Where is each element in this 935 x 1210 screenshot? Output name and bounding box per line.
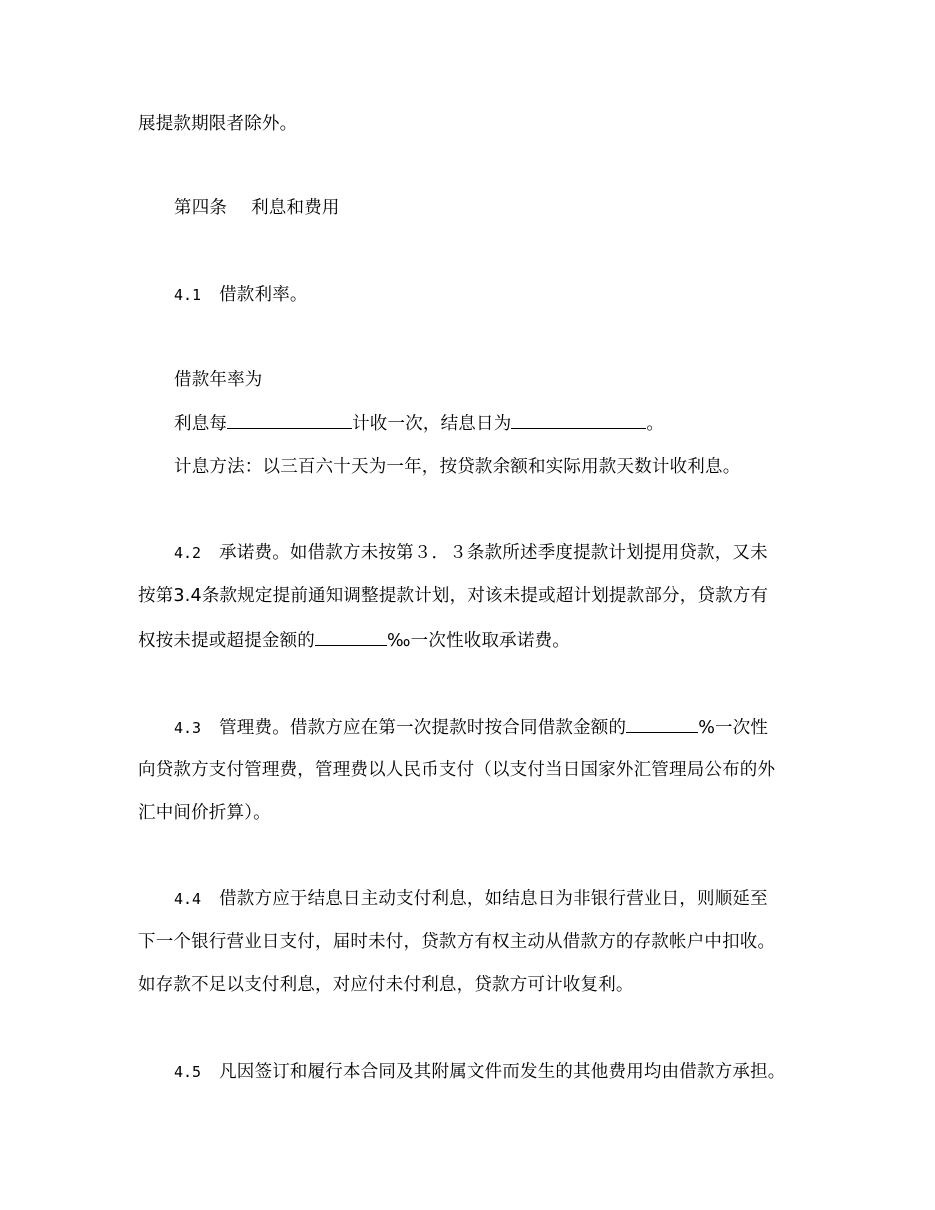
paragraph-continuation	[138, 112, 297, 136]
commitment-fee-blank	[315, 628, 387, 646]
section-number: 4.4	[174, 890, 202, 908]
section-4-1-heading	[174, 283, 308, 307]
management-fee-blank	[626, 715, 698, 733]
article-title: 利息和费用	[251, 198, 340, 218]
section-4-2-line-1	[174, 541, 768, 565]
interest-rate-label: 借款年率为	[174, 370, 263, 390]
paragraph-text: 凡因签订和履行本合同及其附属文件而发生的其他费用均由借款方承担。	[219, 1062, 786, 1082]
paragraph-text: 如存款不足以支付利息，对应付未付利息，贷款方可计收复利。	[138, 975, 634, 995]
section-number: 4.5	[174, 1063, 202, 1081]
section-4-4-line-1	[174, 887, 768, 911]
paragraph-text: 按第3.4条款规定提前通知调整提款计划，对该未提或超计划提款部分，贷款方有	[138, 586, 769, 606]
paragraph-text: 承诺费。如借款方未按第３．３条款所述季度提款计划提用贷款，又未	[219, 543, 768, 563]
paragraph-text: %一次性	[698, 718, 769, 738]
paragraph-text: 借款方应于结息日主动支付利息，如结息日为非银行营业日，则顺延至	[219, 889, 768, 909]
interest-rate-line	[174, 368, 263, 392]
section-4-3-line-2	[138, 758, 775, 782]
paragraph-text: 展提款期限者除外。	[138, 114, 298, 134]
section-number: 4.3	[174, 719, 202, 737]
interest-period-blank	[227, 411, 352, 429]
interest-period-label: 利息每	[174, 414, 228, 434]
sentence-end: 。	[646, 414, 665, 434]
interest-method-line	[174, 455, 740, 479]
section-number: 4.1	[174, 286, 202, 304]
article-number: 第四条	[174, 198, 228, 218]
paragraph-text: 汇中间价折算）。	[138, 803, 271, 823]
section-title: 借款利率。	[219, 285, 308, 305]
section-4-5-line-1	[174, 1060, 786, 1084]
paragraph-text: 管理费。借款方应在第一次提款时按合同借款金额的	[219, 718, 627, 738]
section-4-3-line-3	[138, 801, 271, 825]
section-4-3-line-1	[174, 715, 768, 740]
section-4-2-line-3	[138, 628, 570, 653]
interest-method-text: 计息方法：以三百六十天为一年，按贷款余额和实际用款天数计收利息。	[174, 457, 741, 477]
paragraph-text: ‰一次性收取承诺费。	[387, 631, 570, 651]
section-4-2-line-2	[138, 584, 768, 608]
settlement-day-blank	[511, 411, 646, 429]
section-number: 4.2	[174, 544, 202, 562]
section-4-4-line-3	[138, 973, 634, 997]
section-4-4-line-2	[138, 930, 775, 954]
article-heading	[174, 196, 340, 220]
paragraph-text: 向贷款方支付管理费，管理费以人民币支付（以支付当日国家外汇管理局公布的外	[138, 760, 776, 780]
settlement-day-label: 计收一次，结息日为	[352, 414, 512, 434]
paragraph-text: 权按未提或超提金额的	[138, 631, 315, 651]
paragraph-text: 下一个银行营业日支付，届时未付，贷款方有权主动从借款方的存款帐户中扣收。	[138, 932, 776, 952]
interest-period-line	[174, 411, 664, 436]
